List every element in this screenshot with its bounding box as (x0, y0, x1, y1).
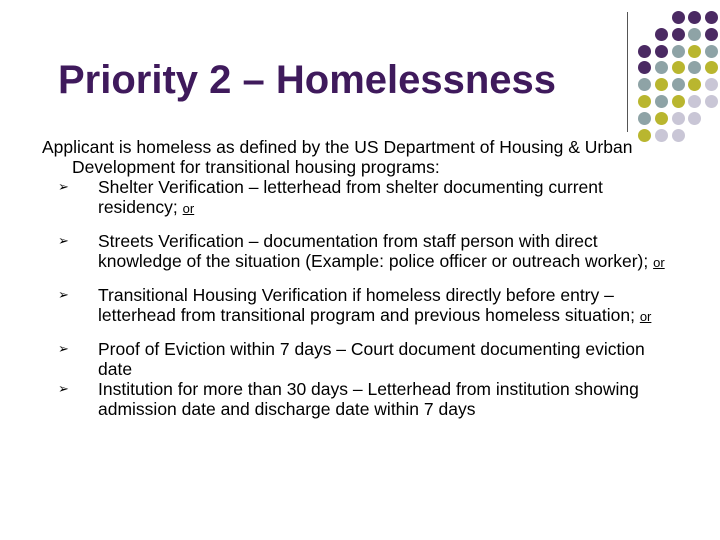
dot (655, 28, 668, 41)
arrowhead-bullet-icon: ➢ (58, 381, 69, 396)
dot (688, 112, 701, 125)
or-label: or (182, 201, 195, 216)
dot (655, 61, 668, 74)
dot (688, 61, 701, 74)
dot (672, 28, 685, 41)
bullet-text: Streets Verification – documentation from staff person with direct knowledge of the situation (Example: police officer or outreach worker); (98, 231, 649, 271)
dot (672, 112, 685, 125)
bullet-institution (42, 379, 682, 419)
slide-title: Priority 2 – Homelessness (58, 58, 557, 102)
dot (688, 28, 701, 41)
dot (705, 95, 718, 108)
dot (655, 78, 668, 91)
bullet-streets (42, 231, 682, 273)
dot (655, 95, 668, 108)
dot (672, 61, 685, 74)
dot (688, 95, 701, 108)
dot (688, 45, 701, 58)
bullet-text: Institution for more than 30 days – Letterhead from institution showing admission date and discharge date within 7 days (98, 379, 639, 419)
dot (638, 95, 651, 108)
dot (705, 28, 718, 41)
bullet-transitional (42, 285, 682, 327)
arrowhead-bullet-icon: ➢ (58, 341, 69, 356)
dot (672, 11, 685, 24)
dot (688, 11, 701, 24)
or-label: or (653, 255, 665, 270)
dot (672, 95, 685, 108)
arrowhead-bullet-icon: ➢ (58, 233, 69, 248)
dot (638, 61, 651, 74)
arrowhead-bullet-icon: ➢ (58, 179, 69, 194)
bullet-eviction (42, 339, 682, 379)
dot (705, 45, 718, 58)
bullet-text: Transitional Housing Verification if homeless directly before entry – letterhead from transitional program and previous homeless situation; (98, 285, 635, 325)
slide-body (42, 137, 682, 419)
dot (638, 45, 651, 58)
dot (705, 78, 718, 91)
arrowhead-bullet-icon: ➢ (58, 287, 69, 302)
intro-text: Applicant is homeless as defined by the US Department of Housing & Urban Development for transitional housing programs: (42, 137, 633, 177)
dot (688, 78, 701, 91)
dot (672, 78, 685, 91)
or-label: or (639, 309, 652, 324)
dot (705, 61, 718, 74)
dot (655, 45, 668, 58)
dot (672, 45, 685, 58)
dot (655, 112, 668, 125)
dot (638, 78, 651, 91)
bullet-text: Shelter Verification – letterhead from shelter documenting current residency; (98, 177, 603, 217)
dot (638, 112, 651, 125)
bullet-shelter (42, 177, 682, 219)
dot (705, 11, 718, 24)
bullet-text: Proof of Eviction within 7 days – Court document documenting eviction date (98, 339, 645, 379)
